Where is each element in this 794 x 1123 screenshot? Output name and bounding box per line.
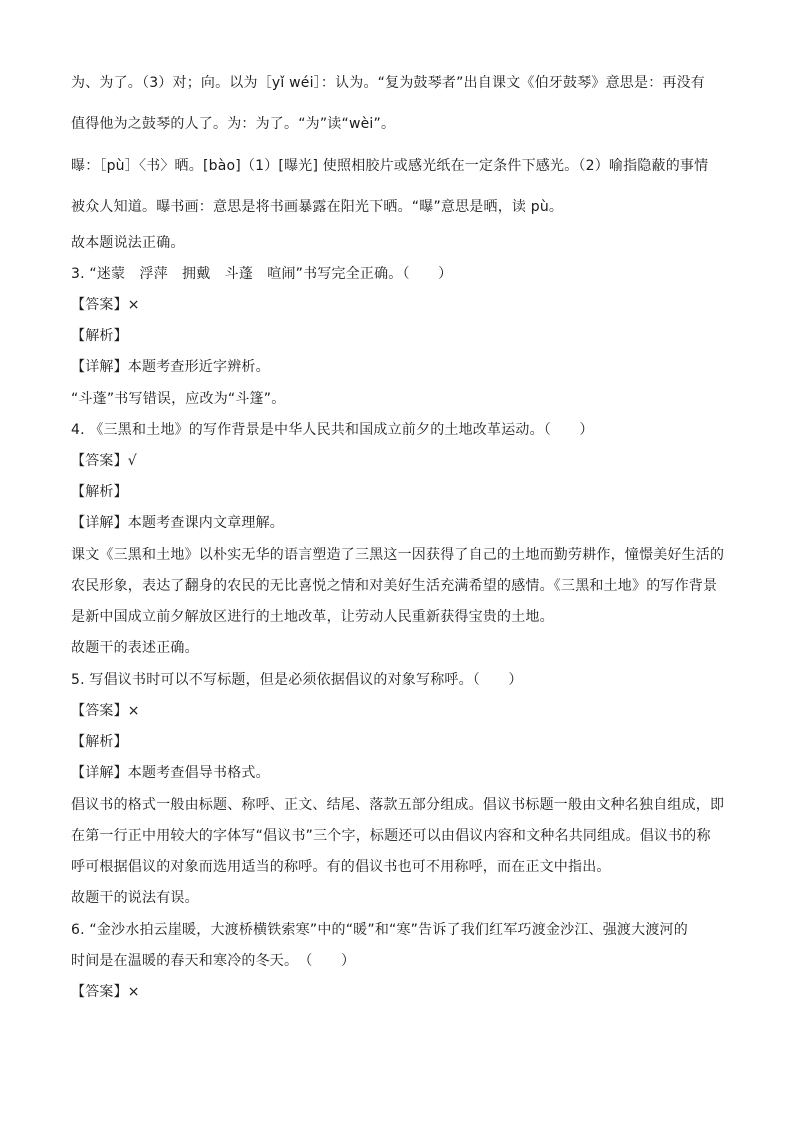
question-5: 5. 写倡议书时可以不写标题，但是必须依据倡议的对象写称呼。（ ） [71, 672, 523, 688]
text-line: 呼可根据倡议的对象而选用适当的称呼。有的倡议书也可不用称呼，而在正文中指出。 [71, 859, 611, 875]
answer-label: 【答案】× [71, 984, 140, 1000]
text-line: 故本题说法正确。 [71, 235, 185, 251]
text-line: 农民形象，表达了翻身的农民的无比喜悦之情和对美好生活充满希望的感情。《三黑和土地》的写作背景 [71, 578, 718, 594]
text-line: 倡议书的格式一般由标题、称呼、正文、结尾、落款五部分组成。倡议书标题一般由文种名独自组成，即 [71, 797, 725, 813]
answer-label: 【答案】× [71, 297, 140, 313]
text-line: 值得他为之鼓琴的人了。为：为了。“为”读“wèi”。 [71, 116, 396, 132]
text-line: 被众人知道。曝书画：意思是将书画暴露在阳光下晒。“曝”意思是晒，读 pù。 [71, 199, 564, 215]
question-3: 3. “迷蒙 浮萍 拥戴 斗蓬 喧闹”书写完全正确。（ ） [71, 266, 453, 282]
text-line: 曝：［pù］〈书〉晒。[bào]（1）[曝光] 使照相胶片或感光纸在一定条件下感光。（2）喻指隐蔽的事情 [71, 158, 709, 174]
analysis-label: 【解析】 [71, 734, 128, 750]
question-6: 6. “金沙水拍云崖暖，大渡桥横铁索寒”中的“暖”和“寒”告诉了我们红军巧渡金沙江、强渡大渡河的 [71, 922, 688, 938]
text-line: 是新中国成立前夕解放区进行的土地改革，让劳动人民重新获得宝贵的土地。 [71, 609, 554, 625]
explanation-label: 【详解】本题考查倡导书格式。 [71, 765, 270, 781]
analysis-label: 【解析】 [71, 484, 128, 500]
answer-label: 【答案】√ [71, 453, 137, 469]
text-line: 时间是在温暖的春天和寒冷的冬天。 （ ） [71, 953, 356, 969]
text-line: 故题干的表述正确。 [71, 640, 199, 656]
text-line: “斗蓬”书写错误，应改为“斗篷”。 [71, 391, 286, 407]
answer-label: 【答案】× [71, 703, 140, 719]
analysis-label: 【解析】 [71, 328, 128, 344]
text-line: 在第一行正中用较大的字体写“倡议书”三个字，标题还可以由倡议内容和文种名共同组成。倡议书的称 [71, 828, 711, 844]
text-line: 故题干的说法有误。 [71, 890, 199, 906]
question-4: 4. 《三黑和土地》的写作背景是中华人民共和国成立前夕的土地改革运动。（ ） [71, 422, 594, 438]
explanation-label: 【详解】本题考查形近字辨析。 [71, 359, 270, 375]
text-line: 课文《三黑和土地》以朴实无华的语言塑造了三黑这一因获得了自己的土地而勤劳耕作，憧憬美好生活的 [71, 547, 725, 563]
explanation-label: 【详解】本题考查课内文章理解。 [71, 515, 284, 531]
text-line: 为、为了。（3）对；向。以为［yǐ wéi］：认为。“复为鼓琴者”出自课文《伯牙鼓琴》意思是：再没有 [71, 75, 705, 91]
